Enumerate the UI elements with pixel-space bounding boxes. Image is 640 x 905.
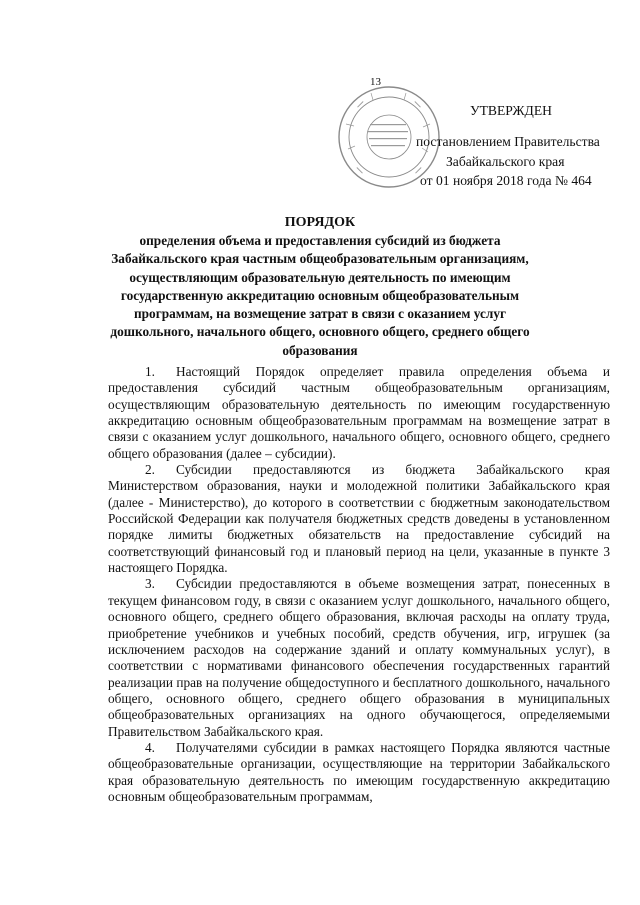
paragraph bbox=[108, 462, 610, 576]
paragraph-number: 2. bbox=[145, 462, 155, 478]
paragraph bbox=[108, 576, 610, 739]
paragraph bbox=[108, 364, 610, 462]
approval-title: УТВЕРЖДЕН bbox=[470, 103, 552, 118]
paragraph bbox=[108, 740, 610, 805]
approval-line-2: Забайкальского края bbox=[446, 154, 565, 169]
page-number: 13 bbox=[370, 76, 381, 88]
paragraph-text: Субсидии предоставляются из бюджета Забайкальского края Министерством образования, науки и молодежной политики Забайкальского края (далее - Министерство), до которого в соответствии с бюджетным законодательством Российской Федерации как получателя бюджетных средств доведены в установленном порядке лимиты бюджетных обязательств на предоставление субсидий на соответствующий финансовый год и плановый период на цели, указанные в пункте 3 настоящего Порядка. bbox=[108, 462, 610, 576]
paragraph-number: 4. bbox=[145, 739, 155, 755]
document-title: ПОРЯДОК bbox=[284, 215, 356, 230]
paragraph-text: Субсидии предоставляются в объеме возмещения затрат, понесенных в текущем финансовом году, в связи с оказанием услуг дошкольного, начального общего, основного общего, среднего общего образования, включая расходы на оплату труда, приобретение учебников и учебных пособий, средств обучения, игр, игрушек (за исключением расходов на содержание зданий и оплату коммунальных услуг), в соответствии с нормативами финансового обеспечения государственных гарантий реализации прав на получение общедоступного и бесплатного дошкольного, начального общего, основного общего, среднего общего образования в муниципальных общеобразовательных организациях на одного обучающегося, определяемыми Правительством Забайкальского края. bbox=[108, 576, 610, 739]
document-body bbox=[108, 364, 610, 805]
document-subtitle: определения объема и предоставления субсидий из бюджета Забайкальского края частным общеобразовательным организациям, осуществляющим образовательную деятельность по имеющим государственную аккредитацию основным общеобразовательным программам, на возмещение затрат в связи с оказанием услуг дошкольного, начального общего, основного общего, среднего общего образования bbox=[110, 233, 530, 358]
paragraph-text: Получателями субсидии в рамках настоящего Порядка являются частные общеобразовательные организации, осуществляющие на территории Забайкальского края образовательную деятельность по имеющим государственную аккредитацию основным общеобразовательным программам, bbox=[108, 739, 610, 804]
paragraph-number: 3. bbox=[145, 576, 155, 592]
approval-line-1: постановлением Правительства bbox=[416, 134, 600, 149]
document-heading bbox=[100, 214, 540, 360]
approval-line-3: от 01 ноября 2018 года № 464 bbox=[420, 173, 592, 188]
paragraph-number: 1. bbox=[145, 364, 155, 379]
paragraph-text: Настоящий Порядок определяет правила определения объема и предоставления субсидий частным общеобразовательным организациям, осуществляющим образовательную деятельность по имеющим государственную аккредитацию основным общеобразовательным программам на возмещение затрат в связи с оказанием услуг дошкольного, начального общего, основного общего, среднего общего образования (далее – субсидии). bbox=[108, 364, 610, 461]
